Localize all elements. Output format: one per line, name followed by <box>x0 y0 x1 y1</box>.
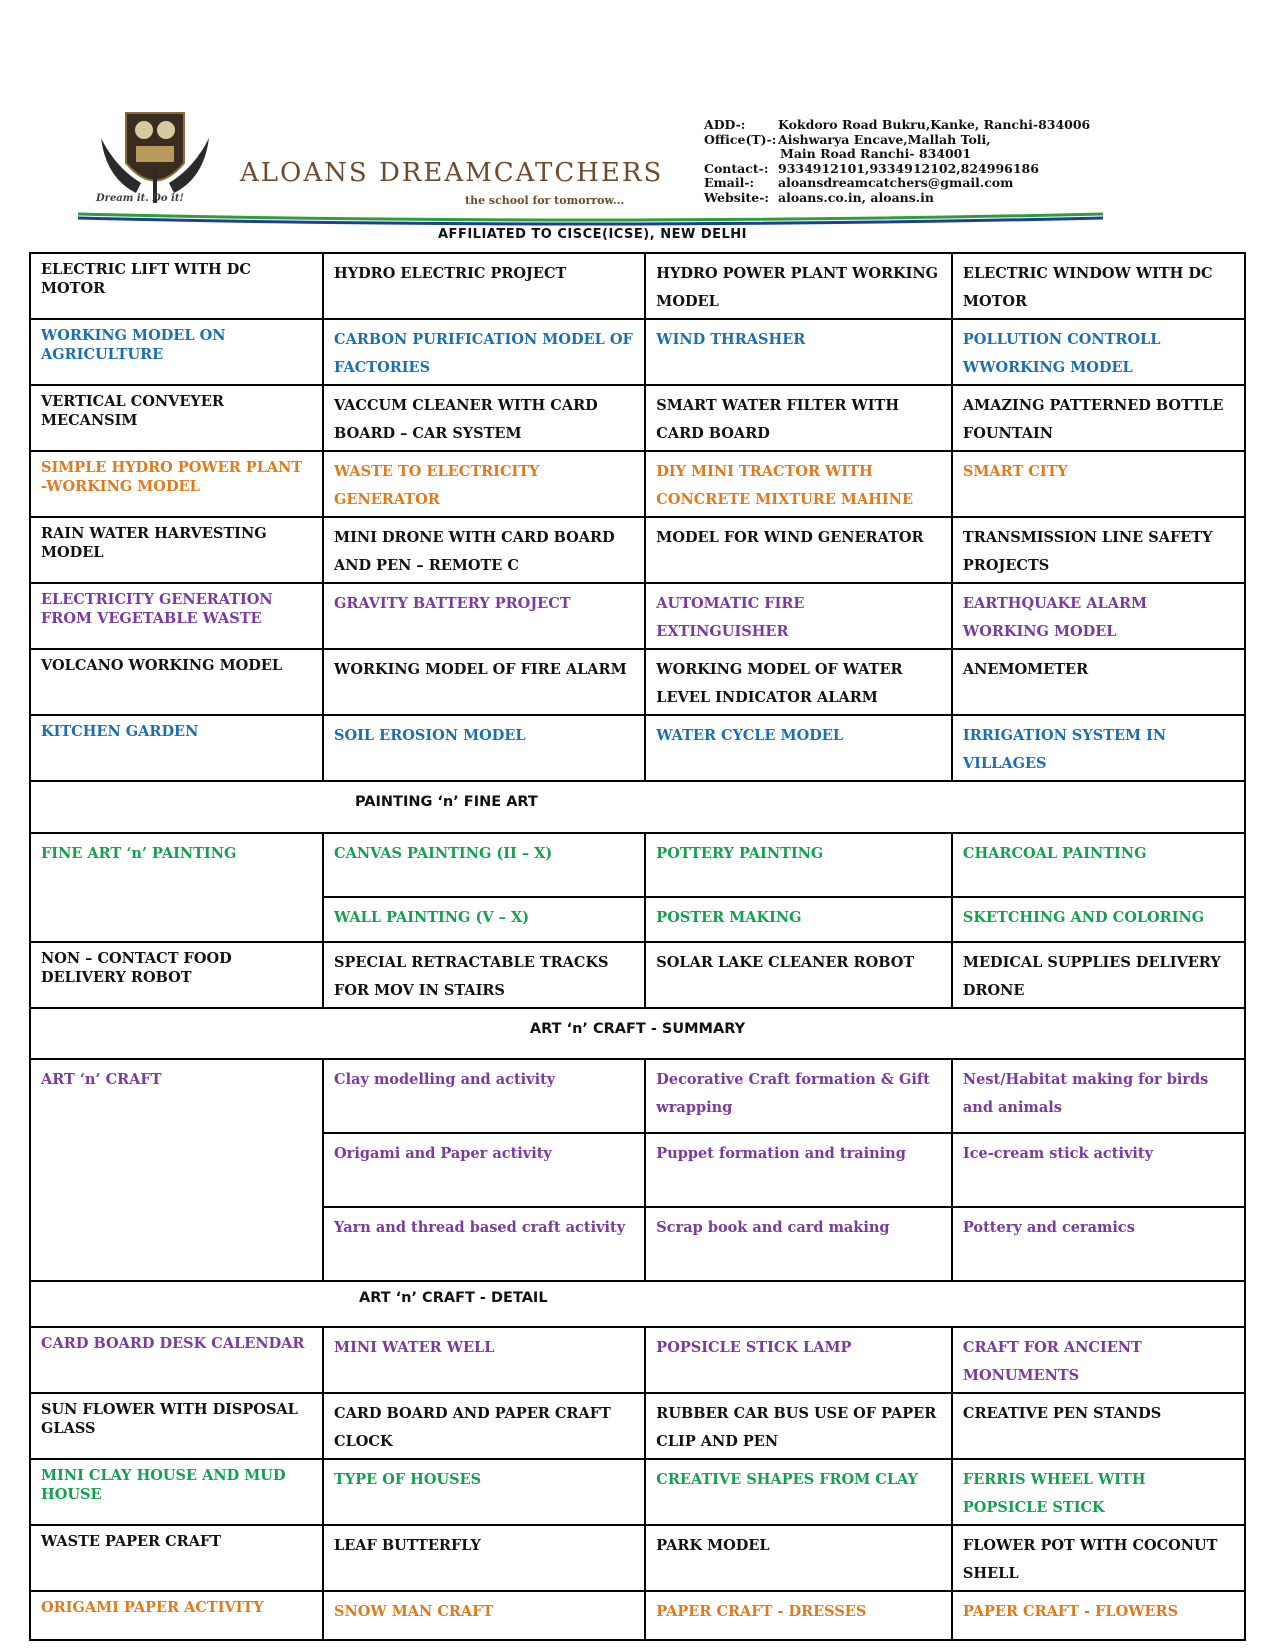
project-cell: MODEL FOR WIND GENERATOR <box>645 517 952 583</box>
project-cell: ELECTRIC WINDOW WITH DC MOTOR <box>952 253 1245 319</box>
office-value: Aishwarya Encave,Mallah Toli, <box>778 131 991 147</box>
project-cell: KITCHEN GARDEN <box>30 715 323 781</box>
robot-cell: MEDICAL SUPPLIES DELIVERY DRONE <box>952 942 1245 1008</box>
craft-detail-cell: MINI WATER WELL <box>323 1327 645 1393</box>
craft-summary-cell: Nest/Habitat making for birds and animals <box>952 1059 1245 1133</box>
project-cell: VERTICAL CONVEYER MECANSIM <box>30 385 323 451</box>
school-name: ALOANS DREAMCATCHERS <box>240 158 664 188</box>
project-cell: WASTE TO ELECTRICITY GENERATOR <box>323 451 645 517</box>
craft-detail-cell: CARD BOARD AND PAPER CRAFT CLOCK <box>323 1393 645 1459</box>
project-cell: ELECTRICITY GENERATION FROM VEGETABLE WASTE <box>30 583 323 649</box>
science-projects <box>30 253 1245 781</box>
craft-summary-cell: Clay modelling and activity <box>323 1059 645 1133</box>
craft-summary-cell: Pottery and ceramics <box>952 1207 1245 1281</box>
robot-cell: SOLAR LAKE CLEANER ROBOT <box>645 942 952 1008</box>
craft-detail-cell: PARK MODEL <box>645 1525 952 1591</box>
craft-detail-cell: POPSICLE STICK LAMP <box>645 1327 952 1393</box>
email-value: aloansdreamcatchers@gmail.com <box>778 175 1014 190</box>
letterhead <box>0 0 1275 248</box>
contact-value: 9334912101,9334912102,824996186 <box>778 160 1039 176</box>
project-cell: SMART CITY <box>952 451 1245 517</box>
project-cell: WORKING MODEL OF FIRE ALARM <box>323 649 645 715</box>
painting-cell: POSTER MAKING <box>645 897 952 942</box>
project-cell: AUTOMATIC FIRE EXTINGUISHER <box>645 583 952 649</box>
craft-detail-cell: SNOW MAN CRAFT <box>323 1591 645 1640</box>
project-cell: DIY MINI TRACTOR WITH CONCRETE MIXTURE MAHINE <box>645 451 952 517</box>
address-label: ADD-: <box>704 117 746 132</box>
craft-detail-section <box>30 1281 1245 1327</box>
table-row <box>30 649 1245 715</box>
project-cell: GRAVITY BATTERY PROJECT <box>323 583 645 649</box>
project-cell: RAIN WATER HARVESTING MODEL <box>30 517 323 583</box>
craft-detail-cell: LEAF BUTTERFLY <box>323 1525 645 1591</box>
table-row <box>30 1591 1245 1640</box>
painting-cell: POTTERY PAINTING <box>645 833 952 897</box>
table-row <box>30 1459 1245 1525</box>
project-cell: WORKING MODEL OF WATER LEVEL INDICATOR ALARM <box>645 649 952 715</box>
school-tagline: the school for tomorrow... <box>465 194 625 207</box>
project-cell: ANEMOMETER <box>952 649 1245 715</box>
painting-cell: CHARCOAL PAINTING <box>952 833 1245 897</box>
craft-detail-heading: ART ‘n’ CRAFT - DETAIL <box>30 1281 1245 1327</box>
project-cell: EARTHQUAKE ALARM WORKING MODEL <box>952 583 1245 649</box>
craft-detail-cell: CRAFT FOR ANCIENT MONUMENTS <box>952 1327 1245 1393</box>
logo-caption: Dream it. Do it! <box>96 193 184 204</box>
office-value-line2: Main Road Ranchi- 834001 <box>780 146 972 161</box>
art-craft-label: ART ‘n’ CRAFT <box>30 1059 323 1281</box>
project-cell: WORKING MODEL ON AGRICULTURE <box>30 319 323 385</box>
table-row <box>30 1525 1245 1591</box>
activity-table <box>29 252 1246 1641</box>
project-cell: HYDRO POWER PLANT WORKING MODEL <box>645 253 952 319</box>
craft-detail-cell: PAPER CRAFT - DRESSES <box>645 1591 952 1640</box>
contact-label: Contact-: <box>704 160 769 176</box>
address-value: Kokdoro Road Bukru,Kanke, Ranchi-834006 <box>778 117 1091 132</box>
craft-summary-section <box>30 1008 1245 1281</box>
craft-summary-cell: Decorative Craft formation & Gift wrapping <box>645 1059 952 1133</box>
craft-detail-cell: MINI CLAY HOUSE AND MUD HOUSE <box>30 1459 323 1525</box>
craft-summary-cell: Scrap book and card making <box>645 1207 952 1281</box>
painting-section <box>30 781 1245 1008</box>
project-cell: SIMPLE HYDRO POWER PLANT -WORKING MODEL <box>30 451 323 517</box>
craft-detail-cell: ORIGAMI PAPER ACTIVITY <box>30 1591 323 1640</box>
robot-cell: NON – CONTACT FOOD DELIVERY ROBOT <box>30 942 323 1008</box>
project-cell: HYDRO ELECTRIC PROJECT <box>323 253 645 319</box>
table-row <box>30 319 1245 385</box>
craft-detail-cell: CREATIVE SHAPES FROM CLAY <box>645 1459 952 1525</box>
craft-detail-rows <box>30 1327 1245 1640</box>
project-cell: TRANSMISSION LINE SAFETY PROJECTS <box>952 517 1245 583</box>
fine-art-label: FINE ART ‘n’ PAINTING <box>30 833 323 942</box>
craft-detail-cell: WASTE PAPER CRAFT <box>30 1525 323 1591</box>
website-value: aloans.co.in, aloans.in <box>778 189 934 205</box>
project-cell: SOIL EROSION MODEL <box>323 715 645 781</box>
painting-cell: CANVAS PAINTING (II – X) <box>323 833 645 897</box>
craft-summary-cell: Yarn and thread based craft activity <box>323 1207 645 1281</box>
craft-detail-cell: FLOWER POT WITH COCONUT SHELL <box>952 1525 1245 1591</box>
project-cell: VACCUM CLEANER WITH CARD BOARD – CAR SYSTEM <box>323 385 645 451</box>
craft-detail-cell: RUBBER CAR BUS USE OF PAPER CLIP AND PEN <box>645 1393 952 1459</box>
painting-cell: SKETCHING AND COLORING <box>952 897 1245 942</box>
project-cell: IRRIGATION SYSTEM IN VILLAGES <box>952 715 1245 781</box>
email-label: Email-: <box>704 175 755 190</box>
affiliation-text: AFFILIATED TO CISCE(ICSE), NEW DELHI <box>438 227 748 242</box>
table-row <box>30 451 1245 517</box>
table-row <box>30 583 1245 649</box>
craft-detail-cell: FERRIS WHEEL WITH POPSICLE STICK <box>952 1459 1245 1525</box>
project-cell: WATER CYCLE MODEL <box>645 715 952 781</box>
craft-summary-heading: ART ‘n’ CRAFT - SUMMARY <box>30 1008 1245 1059</box>
table-row <box>30 517 1245 583</box>
project-cell: VOLCANO WORKING MODEL <box>30 649 323 715</box>
project-cell: POLLUTION CONTROLL WWORKING MODEL <box>952 319 1245 385</box>
project-cell: WIND THRASHER <box>645 319 952 385</box>
office-label: Office(T)-: <box>704 131 777 147</box>
craft-summary-cell: Origami and Paper activity <box>323 1133 645 1207</box>
craft-summary-cell: Puppet formation and training <box>645 1133 952 1207</box>
craft-detail-cell: CREATIVE PEN STANDS <box>952 1393 1245 1459</box>
craft-detail-cell: TYPE OF HOUSES <box>323 1459 645 1525</box>
project-cell: SMART WATER FILTER WITH CARD BOARD <box>645 385 952 451</box>
craft-summary-cell: Ice-cream stick activity <box>952 1133 1245 1207</box>
craft-detail-cell: SUN FLOWER WITH DISPOSAL GLASS <box>30 1393 323 1459</box>
table-row <box>30 715 1245 781</box>
craft-detail-cell: PAPER CRAFT - FLOWERS <box>952 1591 1245 1640</box>
painting-heading: PAINTING ‘n’ FINE ART <box>30 781 1245 833</box>
website-label: Website-: <box>704 189 770 205</box>
project-cell: CARBON PURIFICATION MODEL OF FACTORIES <box>323 319 645 385</box>
contact-block <box>704 118 1090 205</box>
painting-cell: WALL PAINTING (V – X) <box>323 897 645 942</box>
table-row <box>30 385 1245 451</box>
table-row <box>30 253 1245 319</box>
table-row <box>30 1393 1245 1459</box>
table-row <box>30 1327 1245 1393</box>
craft-detail-cell: CARD BOARD DESK CALENDAR <box>30 1327 323 1393</box>
project-cell: ELECTRIC LIFT WITH DC MOTOR <box>30 253 323 319</box>
robot-cell: SPECIAL RETRACTABLE TRACKS FOR MOV IN STAIRS <box>323 942 645 1008</box>
project-cell: MINI DRONE WITH CARD BOARD AND PEN – REMOTE C <box>323 517 645 583</box>
project-cell: AMAZING PATTERNED BOTTLE FOUNTAIN <box>952 385 1245 451</box>
